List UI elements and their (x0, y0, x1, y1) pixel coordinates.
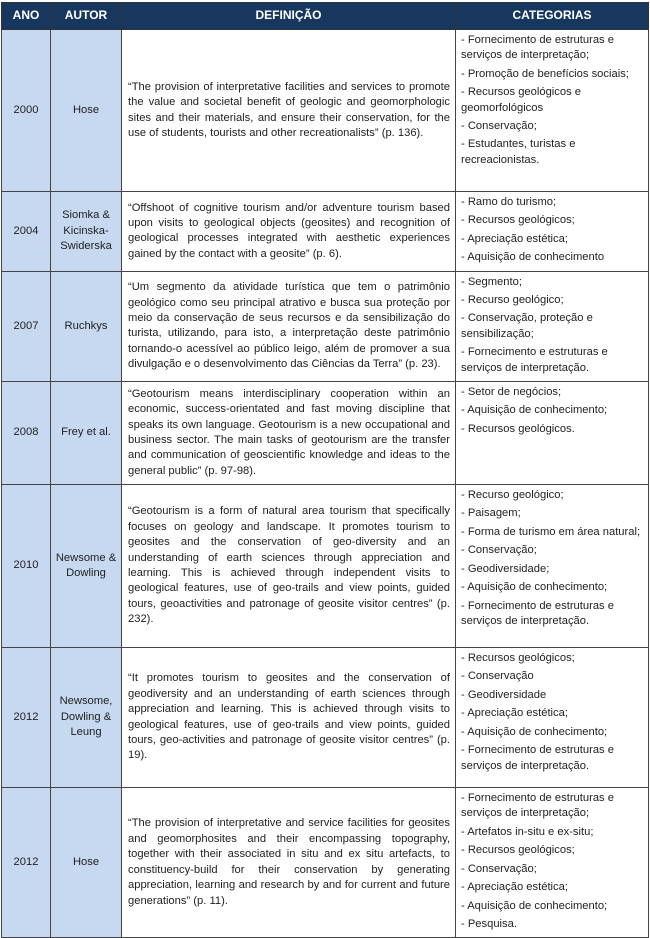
definition-cell: “Geotourism means interdisciplinary cooperation within an economic, success-orientated and fast moving discipline that speaks its own language. Geotourism is a new occupational and business sector. The main tasks of geotourism are the transfer and communication of geoscientific knowledge and ideas to the general public” (p. 97-98). (122, 382, 456, 485)
table-row (2, 271, 649, 381)
categories-cell (456, 192, 649, 272)
table-row (2, 648, 649, 788)
category-item: - Ramo do turismo; (461, 196, 557, 208)
category-item: - Promoção de benefícios sociais; (461, 67, 629, 80)
category-item: - Recursos geológicos; (461, 844, 575, 857)
table-row (2, 30, 649, 192)
category-item: - Fornecimento de estruturas e serviços de interpretação; (461, 34, 614, 62)
category-item: - Paisagem; (461, 507, 521, 520)
category-item: - Artefatos in-situ e ex-situ; (461, 825, 594, 838)
table-row (2, 382, 649, 485)
category-item: - Conservação; (461, 120, 537, 133)
category-item: - Apreciação estética; (461, 707, 568, 720)
year-cell: 2007 (2, 271, 51, 381)
definition-cell: “The provision of interpretative and service facilities for geosites and geomorphosites and their encompassing topography, together with their associated in situ and ex situ artefacts, to constituency-build for their conservation by generating appreciation, learning and research by and for current and future generations” (p. 11). (122, 788, 456, 938)
category-item: - Recursos geológicos; (461, 652, 575, 665)
author-cell: Ruchkys (51, 271, 122, 381)
categories-cell (456, 271, 649, 381)
definition-cell: “Um segmento da atividade turística que tem o patrimônio geológico como seu principal atrativo e busca sua proteção por meio da conservação de seus recursos e da sensibilização do turista, utilizando, para isto, a interpretação deste patrimônio tornando-o acessível ao público leigo, além de promover a sua divulgação e o desenvolvimento das Ciências da Terra” (p. 23). (122, 271, 456, 381)
author-cell: Siomka & Kicinska-Swiderska (51, 192, 122, 272)
category-item: - Forma de turismo em área natural; (461, 525, 641, 538)
category-item: - Fornecimento e estruturas e serviços de interpretação. (461, 346, 608, 374)
author-cell: Newsome & Dowling (51, 485, 122, 648)
categories-cell (456, 30, 649, 192)
year-cell: 2012 (2, 648, 51, 788)
author-cell: Newsome, Dowling & Leung (51, 648, 122, 788)
author-cell: Frey et al. (51, 382, 122, 485)
category-item: - Aquisição de conhecimento; (461, 404, 608, 417)
header-row (2, 3, 649, 30)
category-item: - Aquisição de conhecimento; (461, 725, 608, 738)
category-item: - Recursos geológicos; (461, 214, 575, 227)
year-cell: 2012 (2, 788, 51, 938)
category-item: - Apreciação estética; (461, 881, 568, 894)
category-item: - Aquisição de conhecimento; (461, 581, 608, 594)
category-item: - Fornecimento de estruturas e serviços de interpretação. (461, 599, 614, 627)
category-item: - Aquisição de conhecimento; (461, 899, 608, 912)
categories-cell (456, 485, 649, 648)
category-item: - Recursos geológicos. (461, 422, 575, 435)
category-item: - Geodiversidade (461, 688, 547, 701)
year-cell: 2010 (2, 485, 51, 648)
table-row (2, 788, 649, 938)
definition-cell: “It promotes tourism to geosites and the conservation of geodiversity and an understanding of earth sciences through appreciation and learning. This is achieved through visits to geological features, use of geo-trails and view points, guided tours, geo-activities and patronage of geosite visitor centres” (p. 19). (122, 648, 456, 788)
table-row (2, 192, 649, 272)
category-item: - Conservação; (461, 544, 537, 557)
category-item: - Fornecimento de estruturas e serviços de interpretação; (461, 792, 614, 820)
table-row (2, 485, 649, 648)
category-item: - Fornecimento de estruturas e serviços de interpretação. (461, 744, 614, 772)
category-item: - Recursos geológicos e geomorfológicos (461, 86, 582, 114)
definition-cell: “The provision of interpretative facilities and services to promote the value and societal benefit of geologic and geomorphologic sites and their materials, and ensure their conservation, for the use of students, tourists and other recreationalists” (p. 136). (122, 30, 456, 192)
category-item: - Setor de negócios; (461, 386, 562, 399)
categories-cell (456, 648, 649, 788)
category-item: - Conservação, proteção e sensibilização; (461, 312, 593, 340)
category-item: - Segmento; (461, 275, 522, 288)
category-item: - Recurso geológico; (461, 489, 564, 502)
year-cell: 2004 (2, 192, 51, 272)
geotourism-definitions-table (1, 2, 649, 938)
categories-cell (456, 382, 649, 485)
category-item: - Pesquisa. (461, 917, 517, 930)
category-item: - Recurso geológico; (461, 294, 564, 307)
author-cell: Hose (51, 30, 122, 192)
category-item: - Apreciação estética; (461, 232, 568, 245)
header-ano: ANO (2, 3, 51, 30)
header-definicao: DEFINIÇÃO (122, 3, 456, 30)
definition-cell: “Geotourism is a form of natural area tourism that specifically focuses on geology and landscape. It promotes tourism to geosites and the conservation of geo-diversity and an understanding of earth sciences through appreciation and learning. This is achieved through independent visits to geological features, use of geo-trails and view points, guided tours, geoactivities and patronage of geosite visitor centres” (p. 232). (122, 485, 456, 648)
category-item: - Geodiversidade; (461, 562, 550, 575)
header-categorias: CATEGORIAS (456, 3, 649, 30)
header-autor: AUTOR (51, 3, 122, 30)
categories-cell (456, 788, 649, 938)
category-item: - Conservação; (461, 862, 537, 875)
definition-cell: “Offshoot of cognitive tourism and/or adventure tourism based upon visits to geological objects (geosites) and recognition of geological processes integrated with aesthetic experiences gained by the contact with a geosite” (p. 6). (122, 192, 456, 272)
category-item: - Aquisição de conhecimento (461, 251, 605, 264)
year-cell: 2008 (2, 382, 51, 485)
category-item: - Estudantes, turistas e recreacionistas. (461, 138, 576, 166)
year-cell: 2000 (2, 30, 51, 192)
category-item: - Conservação (461, 670, 534, 683)
author-cell: Hose (51, 788, 122, 938)
